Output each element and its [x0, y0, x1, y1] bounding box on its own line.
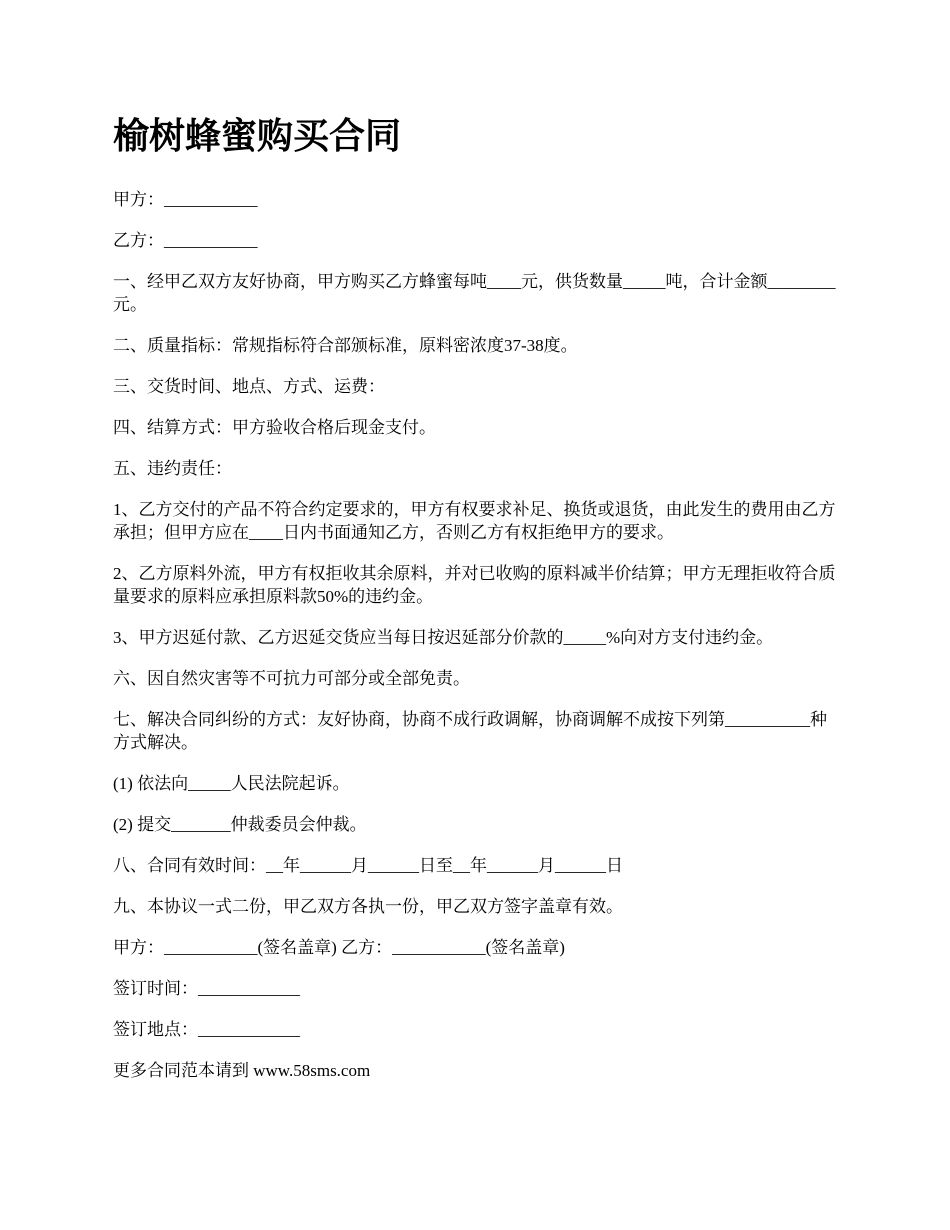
clause-1-price-quantity: 一、经甲乙双方友好协商，甲方购买乙方蜂蜜每吨____元，供货数量_____吨，合计金额________元。	[113, 272, 836, 314]
clause-4-settlement: 四、结算方式：甲方验收合格后现金支付。	[113, 418, 436, 437]
clause-3-delivery: 三、交货时间、地点、方式、运费：	[113, 377, 385, 396]
liability-item-3: 3、甲方迟延付款、乙方迟延交货应当每日按迟延部分价款的_____%向对方支付违约金。	[113, 628, 774, 647]
document-title: 榆树蜂蜜购买合同	[113, 116, 402, 156]
dispute-option-2: (2) 提交_______仲裁委员会仲裁。	[113, 815, 367, 834]
clause-5-liability-heading: 五、违约责任：	[113, 459, 232, 478]
party-b-line: 乙方：___________	[113, 231, 258, 250]
liability-item-2: 2、乙方原料外流，甲方有权拒收其余原料，并对已收购的原料减半价结算；甲方无理拒收符合质量要求的原料应承担原料款50%的违约金。	[113, 564, 836, 606]
party-a-line: 甲方：___________	[113, 190, 258, 209]
dispute-option-1: (1) 依法向_____人民法院起诉。	[113, 774, 350, 793]
signature-line: 甲方：___________(签名盖章) 乙方：___________(签名盖章)	[113, 938, 565, 957]
signing-date: 签订时间：____________	[113, 979, 300, 998]
clause-6-force-majeure: 六、因自然灾害等不可抗力可部分或全部免责。	[113, 669, 470, 688]
signing-place: 签订地点：____________	[113, 1020, 300, 1039]
clause-9-copies: 九、本协议一式二份，甲乙双方各执一份，甲乙双方签字盖章有效。	[113, 897, 623, 916]
clause-7-dispute-resolution: 七、解决合同纠纷的方式：友好协商，协商不成行政调解，协商调解不成按下列第__________种方式解决。	[113, 710, 827, 752]
footer-more-templates: 更多合同范本请到 www.58sms.com	[113, 1061, 371, 1080]
clause-8-validity: 八、合同有效时间：__年______月______日至__年______月______日	[113, 856, 623, 875]
liability-item-1: 1、乙方交付的产品不符合约定要求的，甲方有权要求补足、换货或退货，由此发生的费用由乙方承担；但甲方应在____日内书面通知乙方，否则乙方有权拒绝甲方的要求。	[113, 500, 836, 542]
clause-2-quality: 二、质量指标：常规指标符合部颁标准，原料密浓度37-38度。	[113, 336, 578, 355]
